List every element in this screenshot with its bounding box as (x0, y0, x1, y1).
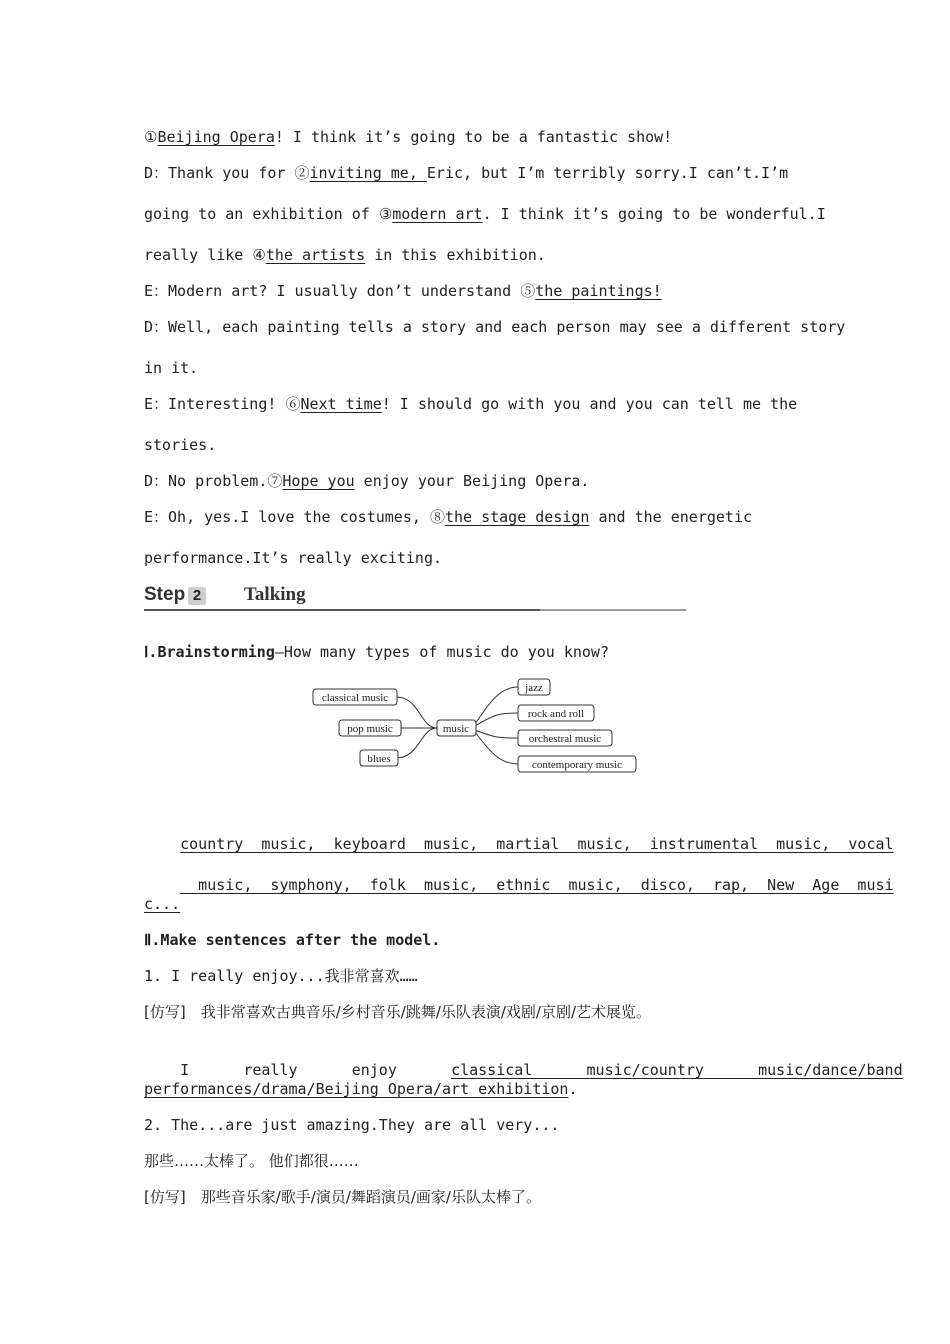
dialogue-text: D：No problem. (144, 472, 268, 490)
dialogue-line-11 (144, 506, 806, 528)
answer-blank: inviting me, (309, 164, 427, 182)
answer-blank: c... (144, 895, 181, 913)
mindmap-node-classical: classical music (321, 692, 389, 704)
dialogue-text: Eric, but I’m terribly sorry.I can’t.I’m (426, 164, 789, 182)
answer-blank: Hope you (282, 472, 355, 490)
answer-blank: classical music/country music/dance/band (451, 1061, 903, 1079)
mindmap-node-pop: pop music (347, 723, 393, 735)
mindmap-node-jazz: jazz (525, 682, 543, 694)
step-divider-accent (144, 609, 540, 611)
dialogue-line-6: D：Well, each painting tells a story and each person may see a different story (144, 318, 846, 336)
answer-blank: the stage design (444, 508, 590, 526)
model-sentence-2: 2. The...are just amazing.They are all very... (144, 1116, 560, 1134)
dialogue-text: E：Interesting! (144, 395, 286, 413)
blank-number: ③ (378, 205, 393, 223)
dialogue-line-12: performance.It’s really exciting. (144, 549, 443, 567)
answer-text: . (568, 1080, 578, 1098)
model-sentence-2-translation: 那些……太棒了。 他们都很…… (144, 1152, 359, 1170)
answer-blank: country music, keyboard music, martial music, instrumental music, vocal (180, 835, 894, 853)
mindmap-node-center: music (442, 723, 470, 735)
dialogue-line-9: stories. (144, 436, 217, 454)
answer-blank: Beijing Opera (157, 128, 275, 146)
step-title: Talking (244, 584, 306, 605)
answer-blank: performances/drama/Beijing Opera/art exhibition (144, 1080, 569, 1098)
mindmap-node-contemporary: contemporary music (531, 759, 623, 771)
dialogue-text: going to an exhibition of (144, 205, 379, 223)
dialogue-text: D：Thank you for (144, 164, 295, 182)
step-number-badge: 2 (188, 587, 206, 605)
dialogue-text: E：Modern art? I usually don’t understand (144, 282, 521, 300)
dialogue-line-7: in it. (144, 359, 199, 377)
answer-blank: music, symphony, folk music, ethnic music, disco, rap, New Age musi (180, 876, 894, 894)
dialogue-text: in this exhibition. (365, 246, 546, 264)
dialogue-line-5 (144, 280, 806, 302)
dialogue-line-1 (144, 126, 806, 148)
blank-number: ⑥ (285, 395, 301, 413)
brainstorm-question: —How many types of music do you know? (274, 643, 609, 661)
blank-number: ② (294, 164, 310, 182)
dialogue-line-3 (144, 203, 826, 225)
imitation-task-2: [仿写] 那些音乐家/歌手/演员/舞蹈演员/画家/乐队太棒了。 (144, 1188, 541, 1206)
mindmap-node-orchestral: orchestral music (528, 733, 602, 745)
answer-blank: the artists (265, 246, 366, 264)
dialogue-text: . I think it’s going to be wonderful.I (482, 205, 826, 223)
dialogue-text: really like (144, 246, 253, 264)
music-mind-map (300, 672, 645, 780)
step-label: Step (144, 584, 186, 605)
dialogue-text: enjoy your Beijing Opera. (354, 472, 590, 490)
dialogue-text: and the energetic (589, 508, 753, 526)
answer-blank: Next time (300, 395, 382, 413)
mindmap-node-blues: blues (367, 753, 391, 765)
model-sentence-1: 1. I really enjoy...我非常喜欢…… (144, 967, 418, 985)
brainstorm-heading-line (144, 641, 806, 663)
answer-blank: the paintings! (535, 282, 662, 300)
dialogue-line-8 (144, 393, 806, 415)
dialogue-text: E：Oh, yes.I love the costumes, (144, 508, 430, 526)
dialogue-text: ! I should go with you and you can tell me the (381, 395, 798, 413)
dialogue-line-2 (144, 162, 806, 184)
section-heading: Ⅱ.Make sentences after the model. (144, 931, 441, 949)
imitation-task-1: [仿写] 我非常喜欢古典音乐/乡村音乐/跳舞/乐队表演/戏剧/京剧/艺术展览。 (144, 1003, 652, 1021)
blank-number: ① (144, 128, 158, 146)
section-heading: Ⅰ.Brainstorming (144, 643, 275, 661)
step-header (144, 584, 686, 612)
blank-number: ⑤ (520, 282, 536, 300)
blank-number: ⑧ (429, 508, 445, 526)
imitation-answer-1-line-2 (144, 1078, 806, 1100)
blank-number: ④ (252, 246, 266, 264)
mindmap-node-rock: rock and roll (527, 708, 585, 720)
dialogue-line-10 (144, 470, 806, 492)
dialogue-line-4 (144, 244, 806, 266)
brainstorm-answer-line-3 (144, 893, 806, 915)
blank-number: ⑦ (267, 472, 283, 490)
dialogue-text: ! I think it’s going to be a fantastic show! (274, 128, 673, 146)
answer-text: I really enjoy (180, 1061, 452, 1079)
answer-blank: modern art (392, 205, 483, 223)
